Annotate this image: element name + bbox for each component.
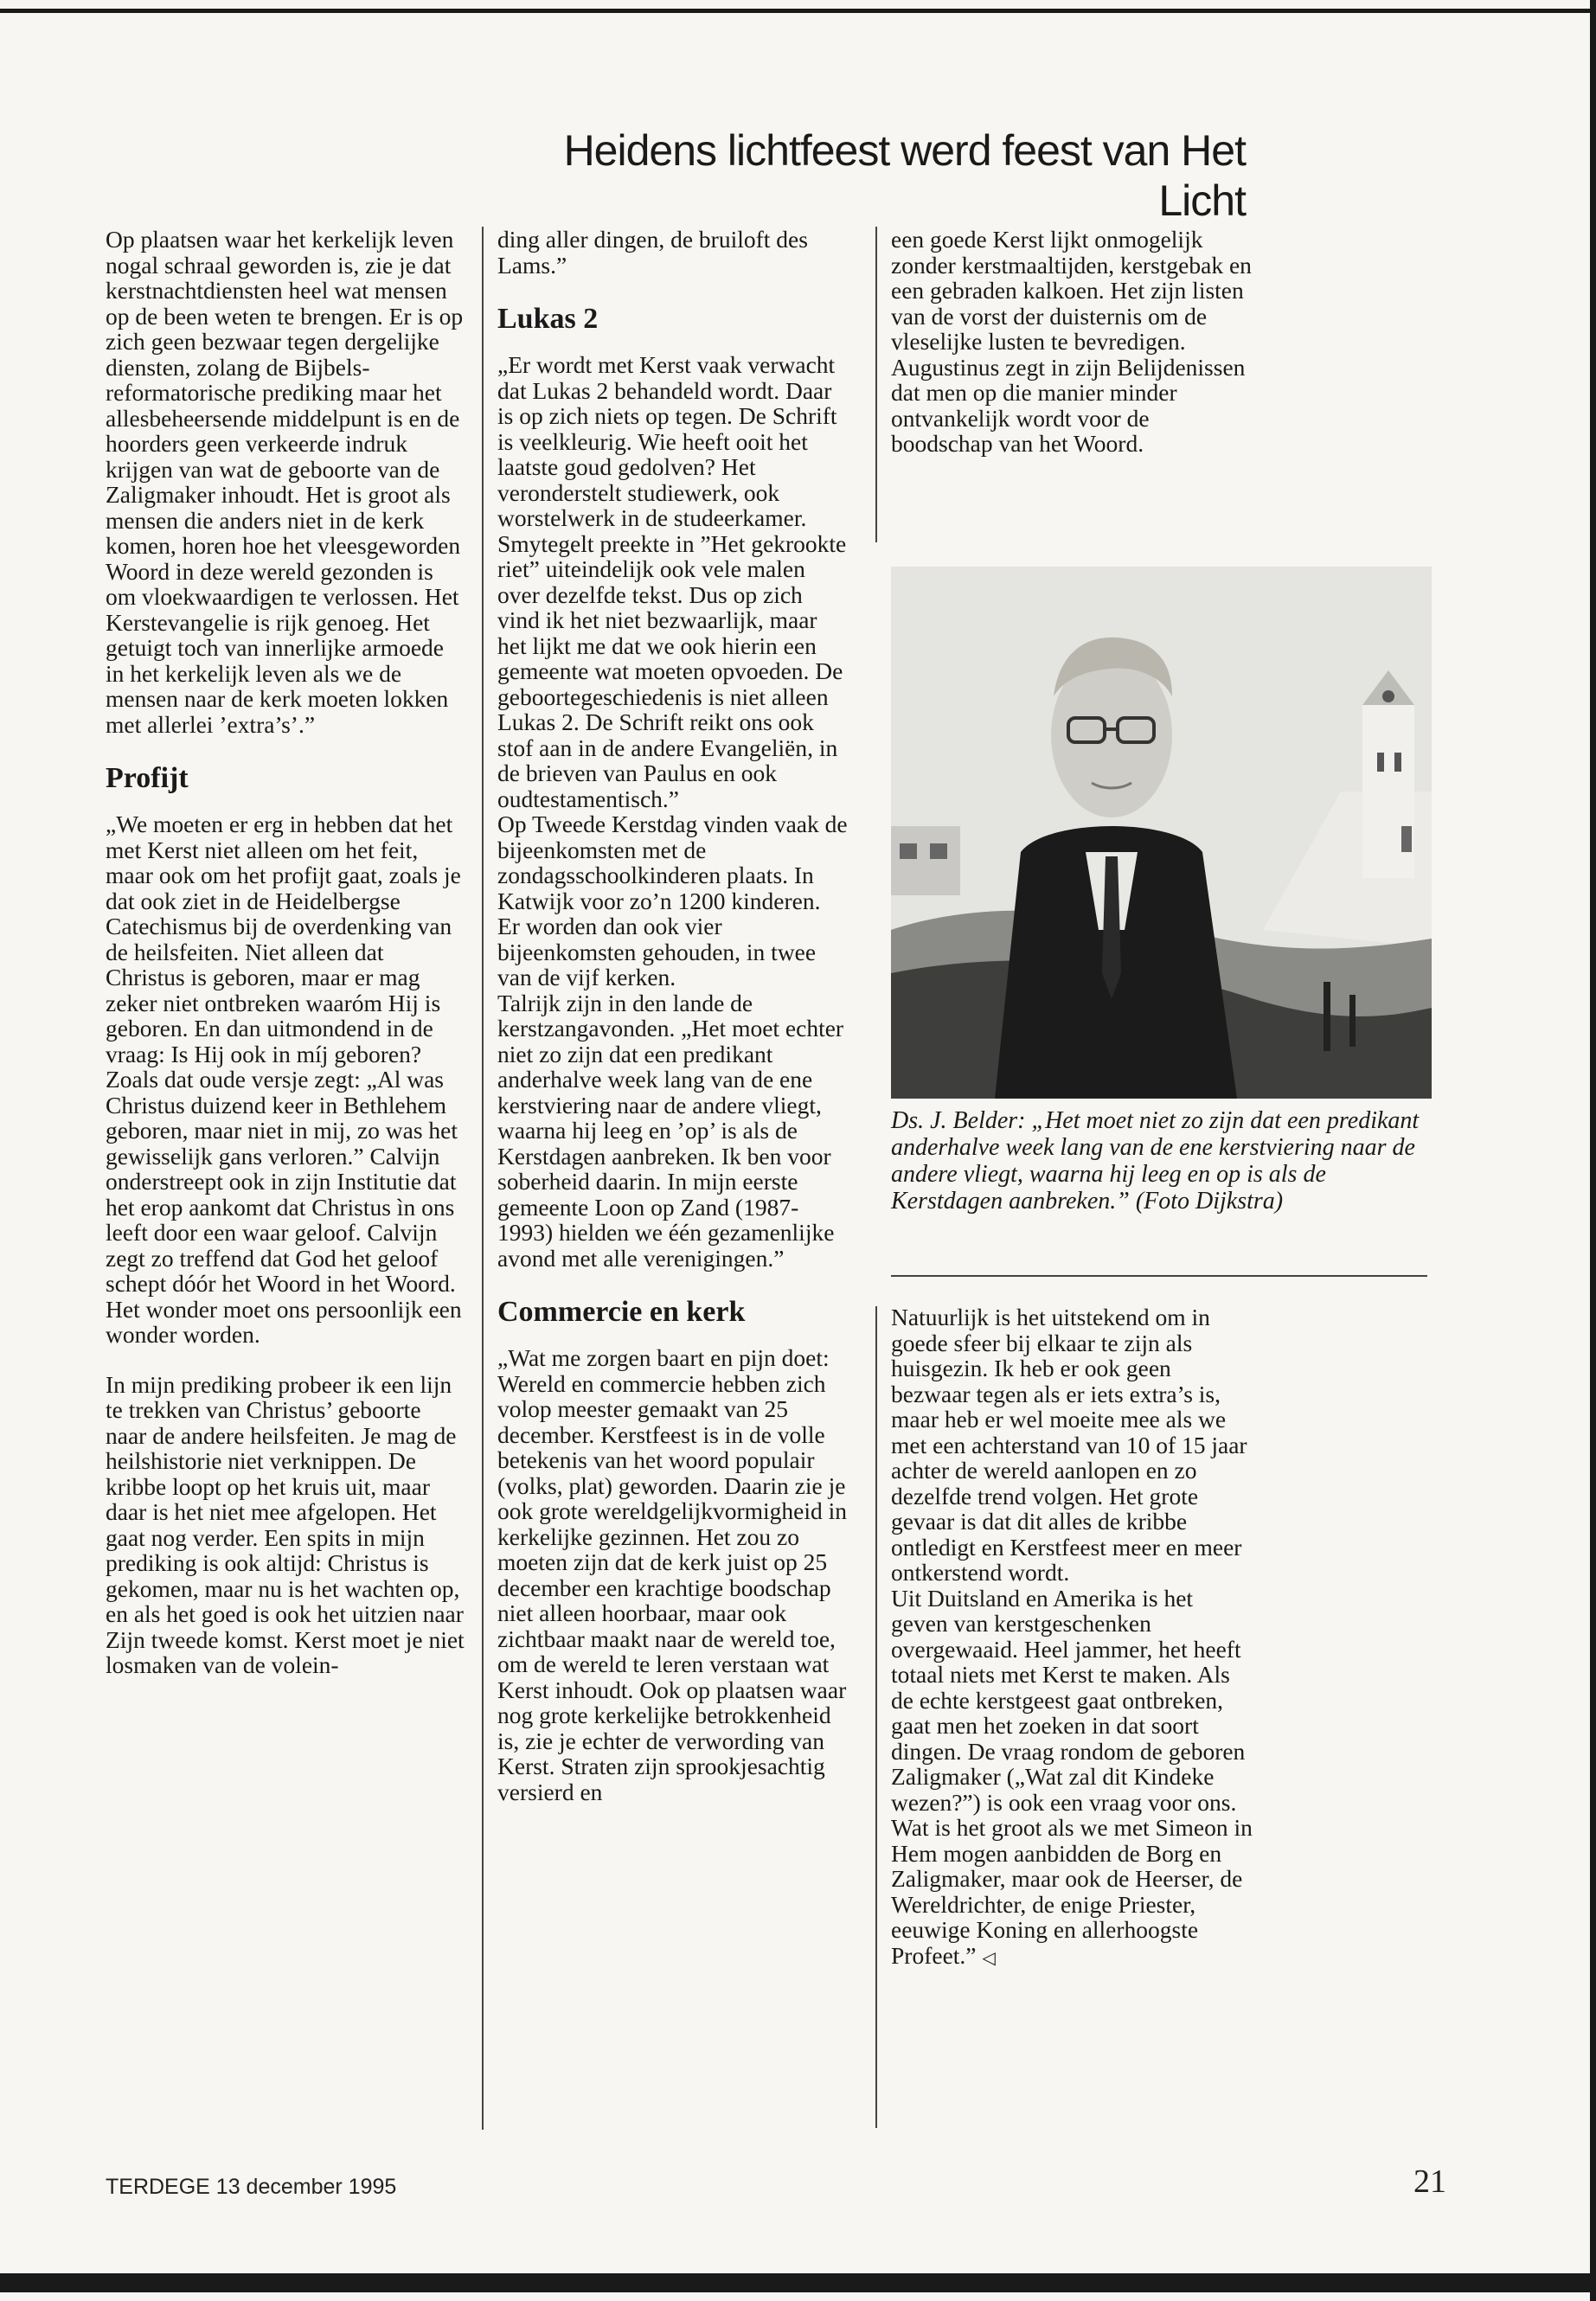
col2-paragraph-4: Talrijk zijn in den lande de kerstzangavonden. „Het moet echter niet zo zijn dat een predikant anderhalve week lang van de ene kerstviering naar de andere vliegt, waarna hij leeg en ’op’ is als de Kerstdagen aanbreken. Ik ben voor soberheid daarin. In mijn eerste gemeente Loon op Zand (1987-1993) hielden we één gezamenlijke avond met alle verenigingen.” (497, 989, 844, 1272)
col1-paragraph-1: Op plaatsen waar het kerkelijk leven nogal schraal geworden is, zie je dat kerstnachtdiensten heel wat mensen op de been weten te brengen. Er is op zich geen bezwaar tegen dergelijke diensten, zolang de Bijbels-reformatorische prediking maar het allesbeheersende middelpunt is en de hoorders geen verkeerde indruk krijgen van wat de geboorte van de Zaligmaker inhoudt. Het is groot als mensen die anders niet in de kerk komen, horen hoe het vleesgeworden Woord in deze wereld gezonden is om vloekwaardigen te verlossen. Het Kerstevangelie is rijk genoeg. Het getuigt toch van innerlijke armoede in het kerkelijk leven als we de mensen naar de kerk moeten lokken met allerlei ’extra’s’.” (106, 226, 464, 738)
portrait-photo (891, 567, 1432, 1099)
caption-rule (891, 1275, 1427, 1277)
photo-illustration (891, 567, 1432, 1099)
column-divider-1 (482, 227, 484, 2130)
col2-paragraph-5: „Wat me zorgen baart en pijn doet: Wereld en commercie hebben zich volop meester gemaakt van 25 december. Kerstfeest is in de volle betekenis van het woord populair (volks, plat) geworden. Daarin zie je ook grote wereldgelijkvormigheid in kerkelijke gezinnen. Het zou zo moeten zijn dat de kerk juist op 25 december een krachtige boodschap niet alleen hoorbaar, maar ook zichtbaar maakt naar de wereld toe, om de wereld te leren verstaan wat Kerst inhoudt. Ook op plaatsen waar nog grote kerkelijke betrokkenheid is, zie je echter de verwording van Kerst. Straten zijn sprookjesachtig versierd en (497, 1344, 848, 1805)
col3-paragraph-1: een goede Kerst lijkt onmogelijk zonder kerstmaaltijden, kerstgebak en een gebraden kalkoen. Het zijn listen van de vorst der duisternis om de vleselijke lusten te bevredigen. Augustinus zegt in zijn Belijdenissen dat men op die manier minder ontvankelijk wordt voor de boodschap van het Woord. (891, 226, 1252, 457)
paragraph-gap (106, 1348, 465, 1372)
column-divider-2-bottom (875, 1306, 877, 2128)
bottom-edge-bar (0, 2273, 1596, 2292)
subheading-profijt: Profijt (106, 762, 189, 794)
article-column-2 (497, 227, 848, 1804)
col2-paragraph-1: ding aller dingen, de bruiloft des Lams.” (497, 226, 808, 279)
article-column-3-bottom (891, 1304, 1254, 1971)
col3-paragraph-3 (891, 1586, 1254, 1972)
photo-caption: Ds. J. Belder: „Het moet niet zo zijn dat een predikant anderhalve week lang van de ene kerstviering naar de andere vliegt, waarna hij leeg en op is als de Kerstdagen aanbreken.” (Foto Dijkstra) (891, 1107, 1420, 1215)
column-divider-2-top (875, 227, 877, 542)
col3-paragraph-3-text: Uit Duitsland en Amerika is het geven van kerstgeschenken overgewaaid. Heel jammer, het heeft totaal niets met Kerst te maken. Als de echte kerstgeest gaat ontbreken, gaat men het zoeken in dat soort dingen. De vraag rondom de geboren Zaligmaker („Wat zal dit Kindeke wezen?”) is ook een vraag voor ons. Wat is het groot als we met Simeon in Hem mogen aanbidden de Borg en Zaligmaker, maar ook de Heerser, de Wereldrichter, de enige Priester, eeuwige Koning en allerhoogste Profeet.” (891, 1584, 1253, 1969)
footer-publication: TERDEGE 13 december 1995 (106, 2175, 397, 2199)
subheading-commercie-en-kerk: Commercie en kerk (497, 1296, 746, 1328)
article-headline: Heidens lichtfeest werd feest van Het Licht (563, 126, 1246, 225)
end-mark-icon: ◁ (982, 1948, 996, 1968)
col1-paragraph-3: In mijn prediking probeer ik een lijn te trekken van Christus’ geboorte naar de andere heilsfeiten. Je mag de heilshistorie niet verknippen. De kribbe loopt op het kruis uit, maar daar is het niet mee afgelopen. Het gaat nog verder. Een spits in mijn prediking is ook altijd: Christus is gekomen, maar nu is het wachten op, en als het goed is ook het uitzien naar Zijn tweede komst. Kerst moet je niet losmaken van de volein- (106, 1370, 465, 1678)
article-column-1 (106, 227, 465, 1678)
col3-paragraph-2: Natuurlijk is het uitstekend om in goede sfeer bij elkaar te zijn als huisgezin. Ik heb er ook geen bezwaar tegen als er iets extra’s is, maar heb er wel moeite mee als we met een achterstand van 10 of 15 jaar achter de wereld aanlopen en zo dezelfde trend volgen. Het grote gevaar is dat dit alles de kribbe ontledigt en Kerstfeest meer en meer ontkerstend wordt. (891, 1304, 1247, 1586)
col1-paragraph-2: „We moeten er erg in hebben dat het met Kerst niet alleen om het feit, maar ook om het profijt gaat, zoals je dat ook ziet in de Heidelbergse Catechismus bij de overdenking van de heilsfeiten. Niet alleen dat Christus is geboren, maar er mag zeker niet ontbreken waaróm Hij is geboren. En dan uitmondend in de vraag: Is Hij ook in míj geboren? Zoals dat oude versje zegt: „Al was Christus duizend keer in Bethlehem geboren, maar niet in mij, zo was het gewisselijk gans verloren.” Calvijn onderstreept ook in zijn Institutie dat het erop aankomt dat Christus ìn ons leeft door een waar geloof. Calvijn zegt zo treffend dat God het geloof schept dóór het Woord in het Woord. Het wonder moet ons persoonlijk een wonder worden. (106, 811, 462, 1348)
page-number: 21 (1413, 2163, 1446, 2200)
top-rule (0, 9, 1596, 13)
subheading-lukas-2: Lukas 2 (497, 303, 599, 335)
col2-paragraph-2: „Er wordt met Kerst vaak verwacht dat Lukas 2 behandeld wordt. Daar is op zich niets op tegen. De Schrift is veelkleurig. Wie heeft ooit het laatste goud gedolven? Het veronderstelt studiewerk, ook worstelwerk in de studeerkamer. Smytegelt preekte in ”Het gekrookte riet” uiteindelijk ook vele malen over dezelfde tekst. Dus op zich vind ik het niet bezwaarlijk, maar het lijkt me dat we ook hierin een gemeente wat moeten opvoeden. De geboortegeschiedenis is niet alleen Lukas 2. De Schrift reikt ons ook stof aan in de andere Evangeliën, in de brieven van Paulus en ook oudtestamentisch.” (497, 351, 847, 812)
right-edge-bar (1590, 0, 1596, 2301)
article-column-3-top (891, 227, 1254, 457)
col2-paragraph-3: Op Tweede Kerstdag vinden vaak de bijeenkomsten met de zondagsschoolkinderen plaats. In Katwijk voor zo’n 1200 kinderen. Er worden dan ook vier bijeenkomsten gehouden, in twee van de vijf kerken. (497, 811, 848, 990)
